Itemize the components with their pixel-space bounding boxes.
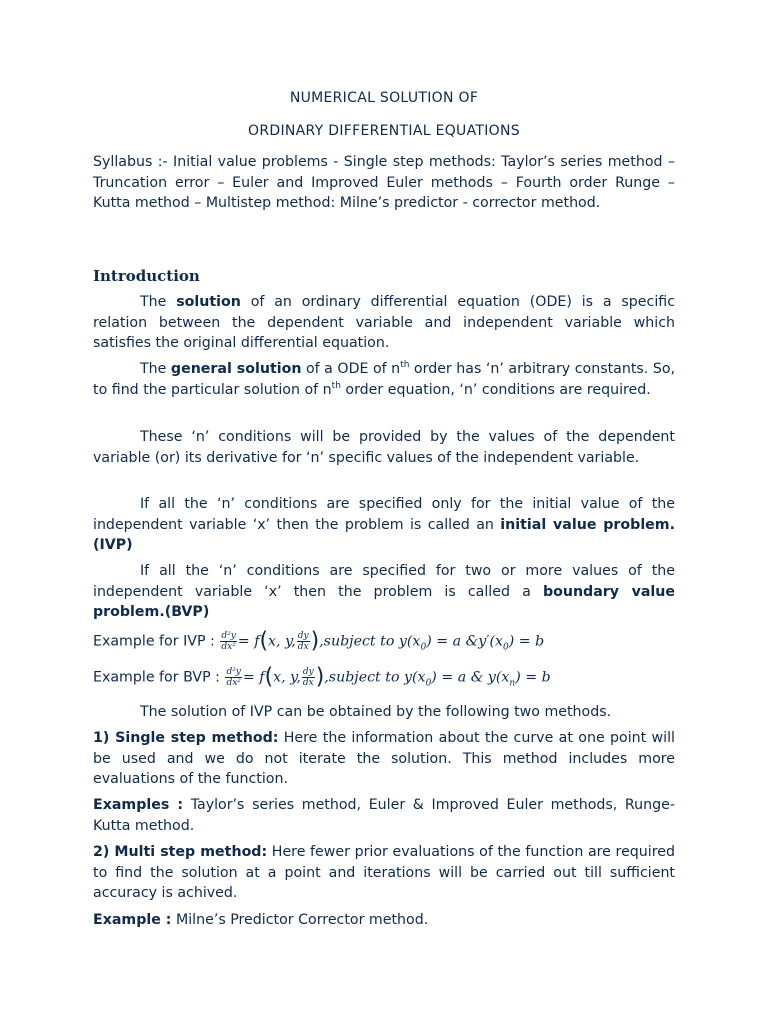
intro-paragraph-3: These ‘n’ conditions will be provided by the values of the dependent variable (or) its derivative for ‘n’ specific values of the independent variable. xyxy=(93,429,675,466)
introduction-heading: Introduction xyxy=(93,267,200,285)
single-step-examples: Examples : Taylor’s series method, Euler & Improved Euler methods, Runge-Kutta method. xyxy=(93,797,675,834)
intro-paragraph-4: If all the ‘n’ conditions are specified only for the initial value of the independent variable ‘x’ then the problem is called an initial value problem.(IVP) xyxy=(93,496,675,553)
intro-paragraph-1: The solution of an ordinary differential equation (ODE) is a specific relation between the dependent variable and independent variable which satisfies the original differential equation. xyxy=(93,294,675,351)
intro-paragraph-5: If all the ‘n’ conditions are specified for two or more values of the independent variable ‘x’ then the problem is called a boundary value problem.(BVP) xyxy=(93,563,675,620)
second-derivative-fraction: $\frac{\text{d²y}}{\text{dx²}}$ xyxy=(226,667,241,688)
single-step-method: 1) Single step method: Here the information about the curve at one point will be used and we do not iterate the solution. This method includes more evaluations of the function. xyxy=(93,730,675,787)
second-derivative-fraction: $\frac{\text{d²y}}{\text{dx²}}$ xyxy=(221,631,236,652)
first-derivative-fraction: $\frac{dy}{dx}$ xyxy=(302,667,314,688)
example-bvp: Example for BVP : $\frac{\text{d²y}}{\text{dx²}}$ = f(x, y, $\frac{dy}{dx}$ ),subject to $y(x_0) = a$ & $y(x_n) = b$ xyxy=(93,664,551,690)
example-ivp: Example for IVP : $\frac{\text{d²y}}{\text{dx²}}$ = f(x, y, $\frac{dy}{dx}$ ),subject to $y(x_0) = a$ $\&y'(x_0) = b$ xyxy=(93,628,545,654)
methods-intro: The solution of IVP can be obtained by the following two methods. xyxy=(140,704,612,720)
first-derivative-fraction: $\frac{dy}{dx}$ xyxy=(297,631,309,652)
syllabus-paragraph: Syllabus :- Initial value problems - Single step methods: Taylor’s series method – Truncation error – Euler and Improved Euler methods – Fourth order Runge – Kutta method – Multistep method: Milne’s predictor - corrector method. xyxy=(93,154,675,211)
multi-step-example: Example : Milne’s Predictor Corrector method. xyxy=(93,912,429,928)
title-line-1: NUMERICAL SOLUTION OF xyxy=(289,90,479,106)
title-line-2: ORDINARY DIFFERENTIAL EQUATIONS xyxy=(248,123,520,139)
intro-paragraph-2: The general solution of a ODE of $n^{th}$ order has ‘n’ arbitrary constants. So, to find the particular solution of $n^{th}$ order equation, ‘n’ conditions are required. xyxy=(93,360,676,398)
multi-step-method: 2) Multi step method: Here fewer prior evaluations of the function are required to find the solution at a point and iterations will be carried out till sufficient accuracy is achived. xyxy=(93,844,675,901)
